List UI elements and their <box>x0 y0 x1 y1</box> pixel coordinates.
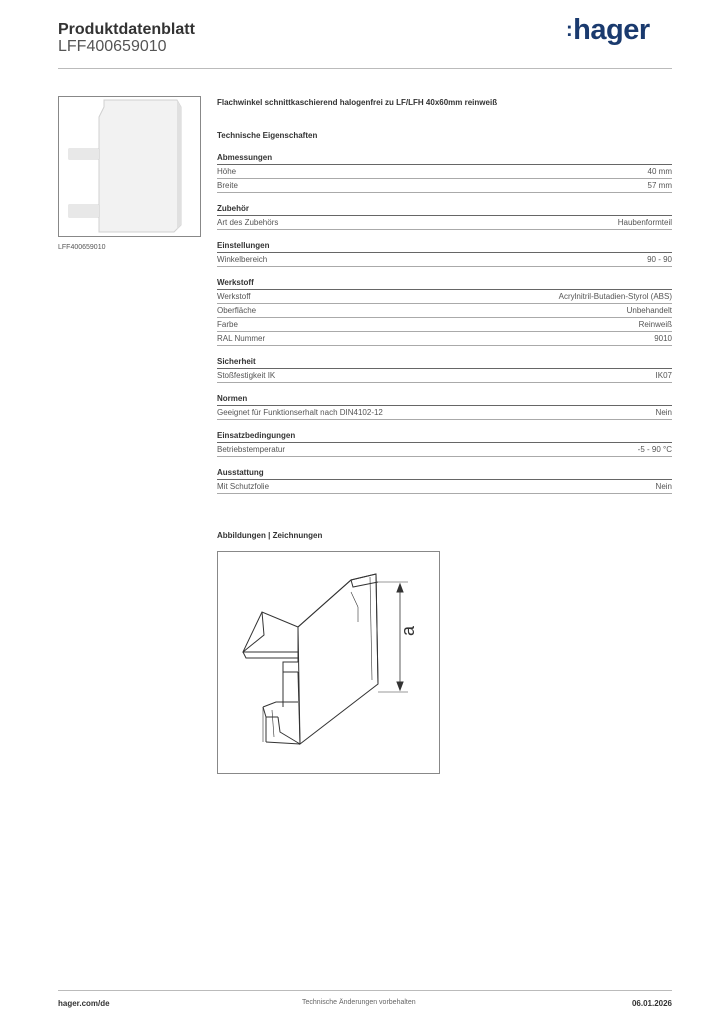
property-value: IK07 <box>655 371 672 380</box>
hager-logo <box>566 14 650 47</box>
properties-table <box>217 152 672 494</box>
property-row <box>217 369 672 383</box>
property-label: RAL Nummer <box>217 334 266 343</box>
property-value: 57 mm <box>647 181 672 190</box>
property-row <box>217 253 672 267</box>
property-value: Acrylnitril-Butadien-Styrol (ABS) <box>558 292 672 301</box>
section-heading: Ausstattung <box>217 467 672 480</box>
section <box>217 240 672 267</box>
property-row <box>217 443 672 457</box>
section <box>217 203 672 230</box>
page-title: Produktdatenblatt <box>58 21 195 38</box>
product-photo <box>58 96 201 237</box>
photo-caption: LFF400659010 <box>58 244 106 251</box>
property-label: Oberfläche <box>217 306 257 315</box>
section-heading: Zubehör <box>217 203 672 216</box>
product-code: LFF400659010 <box>58 38 167 55</box>
header-divider <box>58 68 672 69</box>
property-row <box>217 179 672 193</box>
section <box>217 277 672 346</box>
technical-drawing-image <box>218 552 439 773</box>
section <box>217 393 672 420</box>
footer-website-link[interactable]: hager.com/de <box>58 999 110 1008</box>
technical-drawing <box>217 551 440 774</box>
section <box>217 152 672 193</box>
property-value: Unbehandelt <box>626 306 672 315</box>
section <box>217 430 672 457</box>
property-row <box>217 480 672 494</box>
footer-notice: Technische Änderungen vorbehalten <box>302 999 416 1006</box>
property-label: Art des Zubehörs <box>217 218 279 227</box>
property-value: -5 - 90 °C <box>637 445 672 454</box>
property-row <box>217 216 672 230</box>
drawings-heading: Abbildungen | Zeichnungen <box>217 531 323 540</box>
property-row <box>217 290 672 304</box>
property-value: Reinweiß <box>638 320 672 329</box>
property-label: Werkstoff <box>217 292 251 301</box>
product-photo-image <box>59 97 200 236</box>
section-heading: Normen <box>217 393 672 406</box>
footer-date: 06.01.2026 <box>631 999 672 1008</box>
property-value: 9010 <box>654 334 672 343</box>
section-heading: Einsatzbedingungen <box>217 430 672 443</box>
product-title: Flachwinkel schnittkaschierend halogenfrei zu LF/LFH 40x60mm reinweiß <box>217 98 498 107</box>
property-row <box>217 332 672 346</box>
property-value: Haubenformteil <box>617 218 672 227</box>
property-label: Geeignet für Funktionserhalt nach DIN4102-12 <box>217 408 383 417</box>
property-value: 90 - 90 <box>647 255 672 264</box>
property-label: Breite <box>217 181 238 190</box>
property-label: Betriebstemperatur <box>217 445 286 454</box>
section-heading: Sicherheit <box>217 356 672 369</box>
property-row <box>217 318 672 332</box>
property-row <box>217 406 672 420</box>
property-value: 40 mm <box>647 167 672 176</box>
footer-divider <box>58 990 672 991</box>
property-value: Nein <box>655 408 672 417</box>
dimension-label: a <box>398 625 418 636</box>
logo-text: hager <box>573 14 650 46</box>
property-label: Höhe <box>217 167 237 176</box>
section <box>217 356 672 383</box>
section <box>217 467 672 494</box>
property-label: Farbe <box>217 320 238 329</box>
logo-prefix: : <box>566 19 573 41</box>
property-value: Nein <box>655 482 672 491</box>
property-label: Winkelbereich <box>217 255 268 264</box>
property-row <box>217 304 672 318</box>
property-row <box>217 165 672 179</box>
property-label: Stoßfestigkeit IK <box>217 371 276 380</box>
technical-properties-heading: Technische Eigenschaften <box>217 131 318 140</box>
section-heading: Einstellungen <box>217 240 672 253</box>
property-label: Mit Schutzfolie <box>217 482 270 491</box>
section-heading: Werkstoff <box>217 277 672 290</box>
product-details <box>217 96 672 494</box>
section-heading: Abmessungen <box>217 152 672 165</box>
